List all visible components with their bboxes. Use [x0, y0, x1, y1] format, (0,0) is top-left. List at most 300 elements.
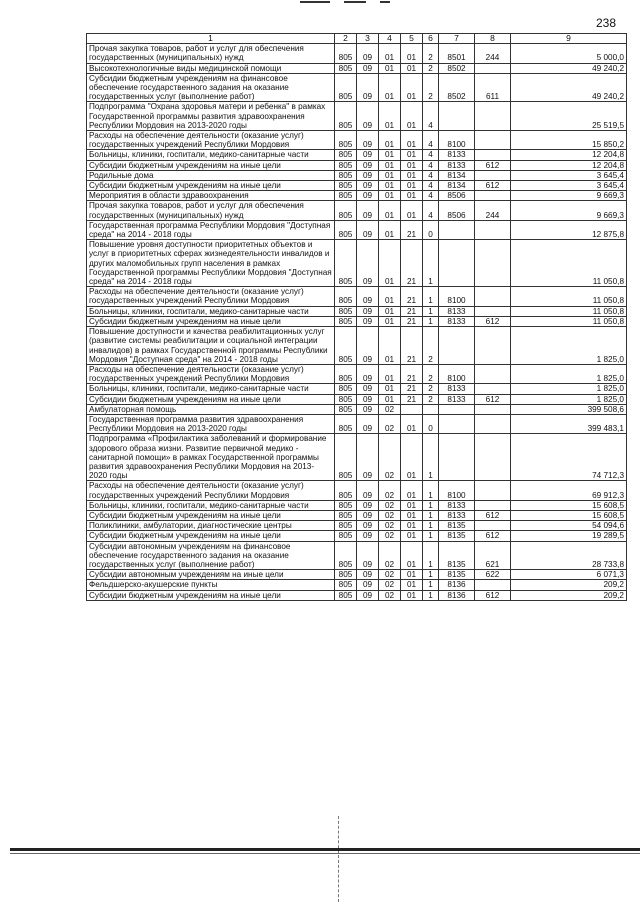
code-section-cell: 09	[357, 181, 379, 191]
code-section-cell: 09	[357, 160, 379, 170]
code-subprogram-cell: 2	[423, 364, 439, 383]
code-subprogram-cell: 0	[423, 414, 439, 433]
code-program-cell: 01	[401, 590, 423, 600]
table-row	[87, 364, 627, 383]
code-subsection-cell: 01	[379, 240, 401, 287]
header-cell: 2	[335, 34, 357, 44]
code-subsection-cell: 01	[379, 287, 401, 306]
code-direction-cell: 8135	[439, 541, 475, 570]
table-row	[87, 434, 627, 481]
amount-cell: 28 733,8	[511, 541, 627, 570]
code-direction-cell: 8100	[439, 131, 475, 150]
code-direction-cell: 8506	[439, 191, 475, 201]
header-cell: 6	[423, 34, 439, 44]
code-section-cell: 09	[357, 481, 379, 500]
code-admin-cell: 805	[335, 170, 357, 180]
header-cell: 9	[511, 34, 627, 44]
code-subsection-cell: 01	[379, 170, 401, 180]
amount-cell: 12 204,8	[511, 150, 627, 160]
code-expense-type-cell	[475, 220, 511, 239]
code-subprogram-cell: 2	[423, 73, 439, 102]
code-direction-cell: 8501	[439, 44, 475, 63]
amount-cell: 25 519,5	[511, 102, 627, 131]
code-subsection-cell: 01	[379, 73, 401, 102]
code-direction-cell: 8100	[439, 364, 475, 383]
row-name-cell: Субсидии бюджетным учреждениям на иные цели	[87, 316, 335, 326]
row-name-cell: Субсидии бюджетным учреждениям на иные цели	[87, 510, 335, 520]
bottom-rule-thin	[10, 853, 640, 854]
header-cell: 3	[357, 34, 379, 44]
table-row	[87, 201, 627, 220]
code-direction-cell: 8134	[439, 181, 475, 191]
code-subprogram-cell: 4	[423, 181, 439, 191]
amount-cell: 54 094,6	[511, 521, 627, 531]
amount-cell: 49 240,2	[511, 73, 627, 102]
code-subsection-cell: 02	[379, 541, 401, 570]
row-name-cell: Расходы на обеспечение деятельности (оказание услуг) государственных учреждений Республики Мордовия	[87, 131, 335, 150]
code-section-cell: 09	[357, 364, 379, 383]
amount-cell: 6 071,3	[511, 570, 627, 580]
code-expense-type-cell: 244	[475, 44, 511, 63]
amount-cell: 399 483,1	[511, 414, 627, 433]
code-section-cell: 09	[357, 287, 379, 306]
code-subsection-cell: 01	[379, 327, 401, 365]
code-direction-cell	[439, 404, 475, 414]
code-subsection-cell: 01	[379, 160, 401, 170]
table-row	[87, 170, 627, 180]
table-row	[87, 570, 627, 580]
amount-cell: 209,2	[511, 580, 627, 590]
code-program-cell: 21	[401, 364, 423, 383]
table-row	[87, 181, 627, 191]
code-section-cell: 09	[357, 590, 379, 600]
code-program-cell: 01	[401, 150, 423, 160]
code-admin-cell: 805	[335, 384, 357, 394]
code-expense-type-cell	[475, 481, 511, 500]
code-direction-cell: 8502	[439, 73, 475, 102]
code-direction-cell	[439, 327, 475, 365]
amount-cell: 74 712,3	[511, 434, 627, 481]
code-section-cell: 09	[357, 327, 379, 365]
code-subsection-cell: 01	[379, 150, 401, 160]
code-expense-type-cell	[475, 580, 511, 590]
code-subsection-cell: 01	[379, 384, 401, 394]
code-subprogram-cell: 1	[423, 580, 439, 590]
row-name-cell: Мероприятия в области здравоохранения	[87, 191, 335, 201]
code-expense-type-cell: 612	[475, 531, 511, 541]
table-row	[87, 306, 627, 316]
code-subsection-cell: 02	[379, 481, 401, 500]
table-row	[87, 580, 627, 590]
row-name-cell: Субсидии автономным учреждениям на финансовое обеспечение государственного задания на оказание государственных услуг (выполнение работ)	[87, 541, 335, 570]
code-program-cell: 01	[401, 500, 423, 510]
code-subsection-cell: 02	[379, 580, 401, 590]
code-program-cell: 01	[401, 434, 423, 481]
code-section-cell: 09	[357, 394, 379, 404]
code-program-cell: 21	[401, 316, 423, 326]
code-program-cell: 01	[401, 580, 423, 590]
amount-cell: 9 669,3	[511, 201, 627, 220]
code-expense-type-cell	[475, 500, 511, 510]
row-name-cell: Повышение уровня доступности приоритетных объектов и услуг в приоритетных сферах жизнедеятельности инвалидов и других маломобильных групп населения в рамках Государственной программы Республики Мордовия "Доступная среда" на 2014 - 2018 годы	[87, 240, 335, 287]
code-expense-type-cell	[475, 287, 511, 306]
table-row	[87, 541, 627, 570]
code-expense-type-cell: 611	[475, 73, 511, 102]
code-subprogram-cell	[423, 404, 439, 414]
table-row	[87, 191, 627, 201]
code-expense-type-cell	[475, 102, 511, 131]
code-subprogram-cell: 1	[423, 316, 439, 326]
code-subprogram-cell: 0	[423, 220, 439, 239]
code-subsection-cell: 02	[379, 570, 401, 580]
code-expense-type-cell: 612	[475, 160, 511, 170]
code-admin-cell: 805	[335, 316, 357, 326]
code-section-cell: 09	[357, 434, 379, 481]
amount-cell: 1 825,0	[511, 394, 627, 404]
code-admin-cell: 805	[335, 434, 357, 481]
row-name-cell: Субсидии бюджетным учреждениям на иные цели	[87, 531, 335, 541]
code-subprogram-cell: 1	[423, 240, 439, 287]
row-name-cell: Родильные дома	[87, 170, 335, 180]
code-program-cell: 21	[401, 240, 423, 287]
code-subsection-cell: 01	[379, 306, 401, 316]
table-row	[87, 102, 627, 131]
code-subprogram-cell: 2	[423, 44, 439, 63]
code-expense-type-cell	[475, 170, 511, 180]
row-name-cell: Амбулаторная помощь	[87, 404, 335, 414]
code-direction-cell: 8135	[439, 521, 475, 531]
amount-cell: 1 825,0	[511, 384, 627, 394]
code-expense-type-cell: 612	[475, 510, 511, 520]
code-program-cell: 01	[401, 44, 423, 63]
code-subprogram-cell: 4	[423, 160, 439, 170]
code-expense-type-cell	[475, 306, 511, 316]
code-subprogram-cell: 1	[423, 287, 439, 306]
row-name-cell: Больницы, клиники, госпитали, медико-санитарные части	[87, 500, 335, 510]
code-expense-type-cell: 622	[475, 570, 511, 580]
row-name-cell: Субсидии бюджетным учреждениям на иные цели	[87, 394, 335, 404]
row-name-cell: Повышение доступности и качества реабилитационных услуг (развитие системы реабилитации и социальной интеграции инвалидов) в рамках Государственной программы Республики Мордовия "Доступная среда" на 2014 - 2018 годы	[87, 327, 335, 365]
table-row	[87, 404, 627, 414]
code-admin-cell: 805	[335, 44, 357, 63]
table-row	[87, 521, 627, 531]
code-subsection-cell: 02	[379, 510, 401, 520]
row-name-cell: Субсидии бюджетным учреждениям на иные цели	[87, 160, 335, 170]
amount-cell: 11 050,8	[511, 306, 627, 316]
code-subsection-cell: 02	[379, 590, 401, 600]
code-direction-cell: 8133	[439, 306, 475, 316]
code-admin-cell: 805	[335, 102, 357, 131]
code-admin-cell: 805	[335, 306, 357, 316]
row-name-cell: Поликлиники, амбулатории, диагностические центры	[87, 521, 335, 531]
code-admin-cell: 805	[335, 394, 357, 404]
code-admin-cell: 805	[335, 500, 357, 510]
amount-cell: 12 875,8	[511, 220, 627, 239]
code-subprogram-cell: 4	[423, 150, 439, 160]
code-subprogram-cell: 4	[423, 131, 439, 150]
amount-cell: 3 645,4	[511, 170, 627, 180]
code-direction-cell: 8136	[439, 590, 475, 600]
header-cell: 4	[379, 34, 401, 44]
code-subsection-cell: 02	[379, 434, 401, 481]
code-expense-type-cell: 612	[475, 181, 511, 191]
code-subprogram-cell: 4	[423, 170, 439, 180]
code-direction-cell: 8133	[439, 384, 475, 394]
table-row	[87, 131, 627, 150]
code-expense-type-cell	[475, 364, 511, 383]
code-section-cell: 09	[357, 580, 379, 590]
table-header-row	[87, 34, 627, 44]
code-admin-cell: 805	[335, 63, 357, 73]
amount-cell: 15 850,2	[511, 131, 627, 150]
table-row	[87, 150, 627, 160]
code-expense-type-cell	[475, 434, 511, 481]
amount-cell: 1 825,0	[511, 364, 627, 383]
code-subprogram-cell: 4	[423, 191, 439, 201]
code-subprogram-cell: 1	[423, 531, 439, 541]
code-section-cell: 09	[357, 73, 379, 102]
scan-marks	[300, 0, 420, 6]
code-section-cell: 09	[357, 201, 379, 220]
code-admin-cell: 805	[335, 191, 357, 201]
code-direction-cell	[439, 240, 475, 287]
code-direction-cell: 8133	[439, 500, 475, 510]
row-name-cell: Субсидии бюджетным учреждениям на иные цели	[87, 181, 335, 191]
code-admin-cell: 805	[335, 570, 357, 580]
code-direction-cell: 8502	[439, 63, 475, 73]
header-cell: 5	[401, 34, 423, 44]
row-name-cell: Подпрограмма "Охрана здоровья матери и ребенка" в рамках Государственной программы развития здравоохранения Республики Мордовия на 2013-2020 годы	[87, 102, 335, 131]
code-direction-cell: 8100	[439, 481, 475, 500]
code-direction-cell: 8133	[439, 316, 475, 326]
code-admin-cell: 805	[335, 521, 357, 531]
code-admin-cell: 805	[335, 160, 357, 170]
code-subsection-cell: 01	[379, 191, 401, 201]
code-subsection-cell: 01	[379, 102, 401, 131]
row-name-cell: Подпрограмма «Профилактика заболеваний и формирование здорового образа жизни. Развитие первичной медико - санитарной помощи» в рамках Государственной программы развития здравоохранения Республики Мордовия на 2013-2020 годы	[87, 434, 335, 481]
code-program-cell: 01	[401, 131, 423, 150]
table-row	[87, 287, 627, 306]
amount-cell: 9 669,3	[511, 191, 627, 201]
amount-cell: 69 912,3	[511, 481, 627, 500]
code-expense-type-cell: 244	[475, 201, 511, 220]
header-cell: 1	[87, 34, 335, 44]
code-program-cell: 21	[401, 220, 423, 239]
code-admin-cell: 805	[335, 541, 357, 570]
code-section-cell: 09	[357, 384, 379, 394]
row-name-cell: Больницы, клиники, госпитали, медико-санитарные части	[87, 306, 335, 316]
table-row	[87, 63, 627, 73]
code-section-cell: 09	[357, 521, 379, 531]
code-expense-type-cell	[475, 131, 511, 150]
code-section-cell: 09	[357, 306, 379, 316]
table-row	[87, 590, 627, 600]
row-name-cell: Субсидии автономным учреждениям на иные цели	[87, 570, 335, 580]
code-section-cell: 09	[357, 414, 379, 433]
table-row	[87, 240, 627, 287]
code-section-cell: 09	[357, 240, 379, 287]
code-section-cell: 09	[357, 316, 379, 326]
code-program-cell: 01	[401, 510, 423, 520]
code-program-cell: 01	[401, 63, 423, 73]
code-direction-cell: 8100	[439, 287, 475, 306]
amount-cell: 49 240,2	[511, 63, 627, 73]
row-name-cell: Субсидии бюджетным учреждениям на финансовое обеспечение государственного задания на оказание государственных услуг (выполнение работ)	[87, 73, 335, 102]
code-admin-cell: 805	[335, 327, 357, 365]
code-direction-cell	[439, 414, 475, 433]
code-admin-cell: 805	[335, 150, 357, 160]
code-subprogram-cell: 4	[423, 201, 439, 220]
code-direction-cell	[439, 220, 475, 239]
code-direction-cell: 8133	[439, 160, 475, 170]
code-expense-type-cell: 612	[475, 316, 511, 326]
code-subprogram-cell: 4	[423, 102, 439, 131]
code-section-cell: 09	[357, 44, 379, 63]
code-section-cell: 09	[357, 531, 379, 541]
code-admin-cell: 805	[335, 131, 357, 150]
code-admin-cell: 805	[335, 590, 357, 600]
code-subsection-cell: 02	[379, 404, 401, 414]
code-admin-cell: 805	[335, 580, 357, 590]
code-direction-cell: 8133	[439, 394, 475, 404]
code-admin-cell: 805	[335, 531, 357, 541]
code-subsection-cell: 02	[379, 521, 401, 531]
code-admin-cell: 805	[335, 240, 357, 287]
table-row	[87, 384, 627, 394]
code-direction-cell: 8506	[439, 201, 475, 220]
code-subprogram-cell: 2	[423, 63, 439, 73]
code-program-cell: 01	[401, 414, 423, 433]
code-expense-type-cell	[475, 63, 511, 73]
amount-cell: 3 645,4	[511, 181, 627, 191]
code-direction-cell: 8136	[439, 580, 475, 590]
code-admin-cell: 805	[335, 73, 357, 102]
code-expense-type-cell	[475, 191, 511, 201]
code-section-cell: 09	[357, 570, 379, 580]
code-subprogram-cell: 2	[423, 394, 439, 404]
code-expense-type-cell	[475, 384, 511, 394]
code-section-cell: 09	[357, 170, 379, 180]
code-program-cell	[401, 404, 423, 414]
header-cell: 8	[475, 34, 511, 44]
code-direction-cell: 8135	[439, 531, 475, 541]
page-number: 238	[596, 16, 617, 30]
amount-cell: 1 825,0	[511, 327, 627, 365]
code-subprogram-cell: 1	[423, 434, 439, 481]
code-subprogram-cell: 2	[423, 384, 439, 394]
code-program-cell: 01	[401, 541, 423, 570]
code-expense-type-cell: 621	[475, 541, 511, 570]
code-subsection-cell: 02	[379, 531, 401, 541]
code-section-cell: 09	[357, 404, 379, 414]
row-name-cell: Прочая закупка товаров, работ и услуг для обеспечения государственных (муниципальных) нужд	[87, 44, 335, 63]
code-expense-type-cell	[475, 404, 511, 414]
code-subsection-cell: 01	[379, 44, 401, 63]
code-admin-cell: 805	[335, 414, 357, 433]
code-subprogram-cell: 1	[423, 590, 439, 600]
row-name-cell: Больницы, клиники, госпитали, медико-санитарные части	[87, 384, 335, 394]
code-subsection-cell: 01	[379, 394, 401, 404]
code-subprogram-cell: 1	[423, 510, 439, 520]
code-subprogram-cell: 2	[423, 327, 439, 365]
code-subprogram-cell: 1	[423, 481, 439, 500]
code-direction-cell: 8133	[439, 150, 475, 160]
code-admin-cell: 805	[335, 510, 357, 520]
code-program-cell: 01	[401, 102, 423, 131]
code-section-cell: 09	[357, 220, 379, 239]
code-program-cell: 01	[401, 73, 423, 102]
code-direction-cell	[439, 102, 475, 131]
code-admin-cell: 805	[335, 287, 357, 306]
code-subsection-cell: 01	[379, 201, 401, 220]
code-section-cell: 09	[357, 150, 379, 160]
code-section-cell: 09	[357, 63, 379, 73]
code-expense-type-cell	[475, 240, 511, 287]
table-row	[87, 316, 627, 326]
code-program-cell: 01	[401, 160, 423, 170]
code-admin-cell: 805	[335, 481, 357, 500]
amount-cell: 11 050,8	[511, 240, 627, 287]
code-program-cell: 01	[401, 481, 423, 500]
code-program-cell: 01	[401, 570, 423, 580]
row-name-cell: Субсидии бюджетным учреждениям на иные цели	[87, 590, 335, 600]
code-program-cell: 01	[401, 521, 423, 531]
code-expense-type-cell	[475, 521, 511, 531]
code-subsection-cell: 01	[379, 220, 401, 239]
code-program-cell: 01	[401, 191, 423, 201]
row-name-cell: Прочая закупка товаров, работ и услуг для обеспечения государственных (муниципальных) нужд	[87, 201, 335, 220]
code-section-cell: 09	[357, 131, 379, 150]
table-row	[87, 44, 627, 63]
amount-cell: 15 608,5	[511, 510, 627, 520]
code-direction-cell: 8133	[439, 510, 475, 520]
code-admin-cell: 805	[335, 220, 357, 239]
row-name-cell: Больницы, клиники, госпитали, медико-санитарные части	[87, 150, 335, 160]
amount-cell: 5 000,0	[511, 44, 627, 63]
row-name-cell: Государственная программа Республики Мордовия "Доступная среда" на 2014 - 2018 годы	[87, 220, 335, 239]
code-section-cell: 09	[357, 541, 379, 570]
amount-cell: 11 050,8	[511, 316, 627, 326]
code-program-cell: 01	[401, 170, 423, 180]
code-program-cell: 01	[401, 531, 423, 541]
code-program-cell: 21	[401, 394, 423, 404]
code-expense-type-cell	[475, 414, 511, 433]
table-row	[87, 500, 627, 510]
bottom-rule	[10, 848, 640, 851]
table-row	[87, 531, 627, 541]
code-subprogram-cell: 1	[423, 500, 439, 510]
code-program-cell: 01	[401, 201, 423, 220]
amount-cell: 11 050,8	[511, 287, 627, 306]
code-admin-cell: 805	[335, 201, 357, 220]
code-program-cell: 21	[401, 306, 423, 316]
fold-line	[338, 816, 340, 902]
table-row	[87, 327, 627, 365]
row-name-cell: Расходы на обеспечение деятельности (оказание услуг) государственных учреждений Республики Мордовия	[87, 287, 335, 306]
row-name-cell: Государственная программа развития здравоохранения Республики Мордовия на 2013-2020 годы	[87, 414, 335, 433]
code-section-cell: 09	[357, 102, 379, 131]
table-row	[87, 394, 627, 404]
row-name-cell: Фельдшерско-акушерские пункты	[87, 580, 335, 590]
code-subsection-cell: 02	[379, 414, 401, 433]
amount-cell: 12 204,8	[511, 160, 627, 170]
row-name-cell: Расходы на обеспечение деятельности (оказание услуг) государственных учреждений Республики Мордовия	[87, 364, 335, 383]
table-row	[87, 160, 627, 170]
code-admin-cell: 805	[335, 404, 357, 414]
code-subprogram-cell: 1	[423, 570, 439, 580]
code-subsection-cell: 01	[379, 316, 401, 326]
code-subprogram-cell: 1	[423, 541, 439, 570]
